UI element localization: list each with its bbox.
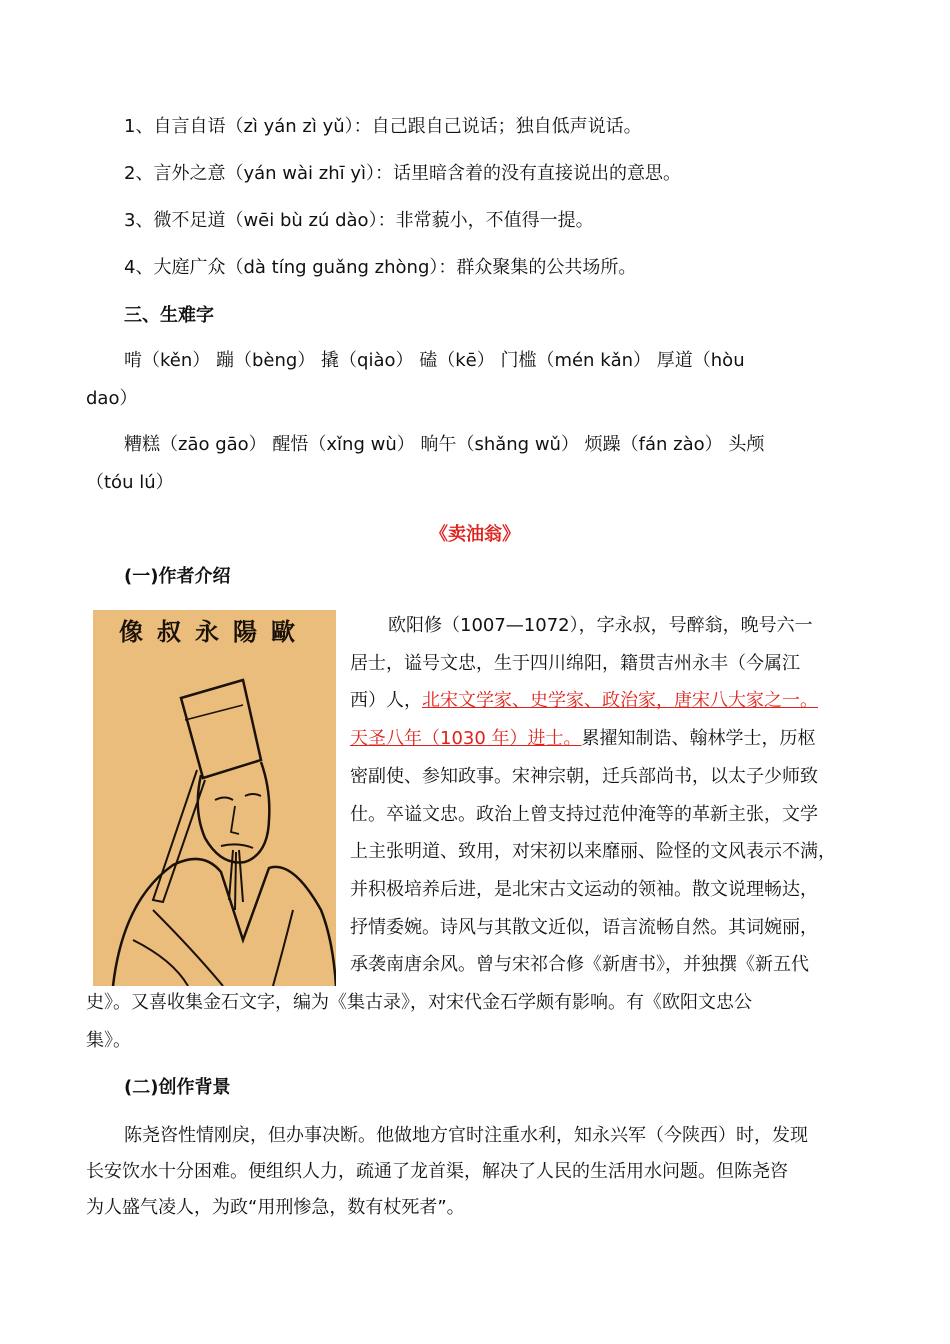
bio-line: 上主张明道、致用，对宋初以来靡丽、险怪的文风表示不满，	[350, 841, 836, 863]
author-bio	[350, 607, 875, 984]
background-heading: (二)创作背景	[124, 1077, 231, 1098]
bio-highlight: 天圣八年（1030 年）进士。	[350, 728, 582, 750]
bio-line: 史》。又喜收集金石文字，编为《集古录》，对宋代金石学颇有影响。有《欧阳文忠公	[86, 992, 752, 1013]
bio-text: 西）人，	[350, 690, 422, 712]
vocab-meaning: 群众聚集的公共场所。	[456, 257, 637, 278]
portrait-caption: 像叔永陽歐	[119, 617, 309, 646]
bio-line: 集》。	[86, 1030, 131, 1051]
bio-highlight: 北宋文学家、史学家、政治家，唐宋八大家之一。	[422, 690, 818, 712]
vocab-word: 自言自语	[153, 116, 226, 137]
vocab-number: 3、	[124, 210, 154, 231]
vocab-pinyin: wēi bù zú dào	[243, 210, 369, 231]
section-heading-difficult-chars: 三、生难字	[124, 305, 214, 326]
vocab-meaning: 自己跟自己说话；独自低声说话。	[371, 116, 642, 137]
vocab-word: 微不足道	[153, 210, 226, 231]
bio-line: 抒情委婉。诗风与其散文近似，语言流畅自然。其词婉丽，	[350, 916, 818, 938]
bio-line: 密副使、参知政事。宋神宗朝，迁兵部尚书，以太子少师致	[350, 765, 818, 787]
background-line: 陈尧咨性情刚戾，但办事决断。他做地方官时注重水利，知永兴军（今陕西）时，发现	[124, 1125, 808, 1146]
bio-line: 居士，谥号文忠，生于四川绵阳，籍贯吉州永丰（今属江	[350, 652, 800, 674]
vocab-item-1: 1、自言自语（zì yán zì yǔ）：自己跟自己说话；独自低声说话。	[124, 116, 642, 137]
vocab-number: 2、	[124, 163, 154, 184]
bio-line: 并积极培养后进，是北宋古文运动的领袖。散文说理畅达，	[350, 878, 818, 900]
vocab-word: 言外之意	[153, 163, 226, 184]
author-heading: (一)作者介绍	[124, 566, 231, 587]
vocab-meaning: 非常藐小，不值得一提。	[395, 210, 594, 231]
difficult-chars-row-2: 糟糕（zāo gāo） 醒悟（xǐng wù） 晌午（shǎng wǔ） 烦躁（fán zào） 头颅	[124, 434, 765, 455]
bio-line: 仕。卒谥文忠。政治上曾支持过范仲淹等的革新主张，文学	[350, 803, 818, 825]
vocab-meaning: 话里暗含着的没有直接说出的意思。	[392, 163, 681, 184]
vocab-item-2: 2、言外之意（yán wài zhī yì）：话里暗含着的没有直接说出的意思。	[124, 163, 681, 184]
vocab-pinyin: zì yán zì yǔ	[243, 116, 345, 137]
vocab-number: 1、	[124, 116, 154, 137]
author-portrait	[93, 610, 336, 986]
vocab-word: 大庭广众	[153, 257, 226, 278]
bio-line: 欧阳修（1007—1072），字永叔，号醉翁，晚号六一	[388, 615, 813, 636]
bio-text: 累擢知制诰、翰林学士，历枢	[581, 728, 816, 750]
bio-line	[350, 682, 875, 720]
vocab-pinyin: dà tíng guǎng zhòng	[243, 257, 430, 278]
difficult-chars-row-1: 啃（kěn） 蹦（bèng） 撬（qiào） 磕（kē） 门槛（mén kǎn） 厚道（hòu	[124, 350, 745, 371]
vocab-item-3: 3、微不足道（wēi bù zú dào）：非常藐小，不值得一提。	[124, 210, 594, 231]
lesson-title: 《卖油翁》	[430, 524, 520, 545]
vocab-item-4: 4、大庭广众（dà tíng guǎng zhòng）：群众聚集的公共场所。	[124, 257, 637, 278]
bio-line: 承袭南唐余风。曾与宋祁合修《新唐书》，并独撰《新五代	[350, 954, 809, 976]
background-line: 长安饮水十分困难。便组织人力，疏通了龙首渠，解决了人民的生活用水问题。但陈尧咨	[86, 1161, 788, 1182]
bio-line	[350, 720, 875, 758]
difficult-chars-row-1-cont: dao）	[86, 388, 138, 409]
background-line: 为人盛气凌人，为政“用刑惨急，数有杖死者”。	[86, 1197, 465, 1218]
difficult-chars-row-2-cont: （tóu lú）	[86, 472, 174, 493]
vocab-pinyin: yán wài zhī yì	[243, 163, 366, 184]
vocab-number: 4、	[124, 257, 154, 278]
